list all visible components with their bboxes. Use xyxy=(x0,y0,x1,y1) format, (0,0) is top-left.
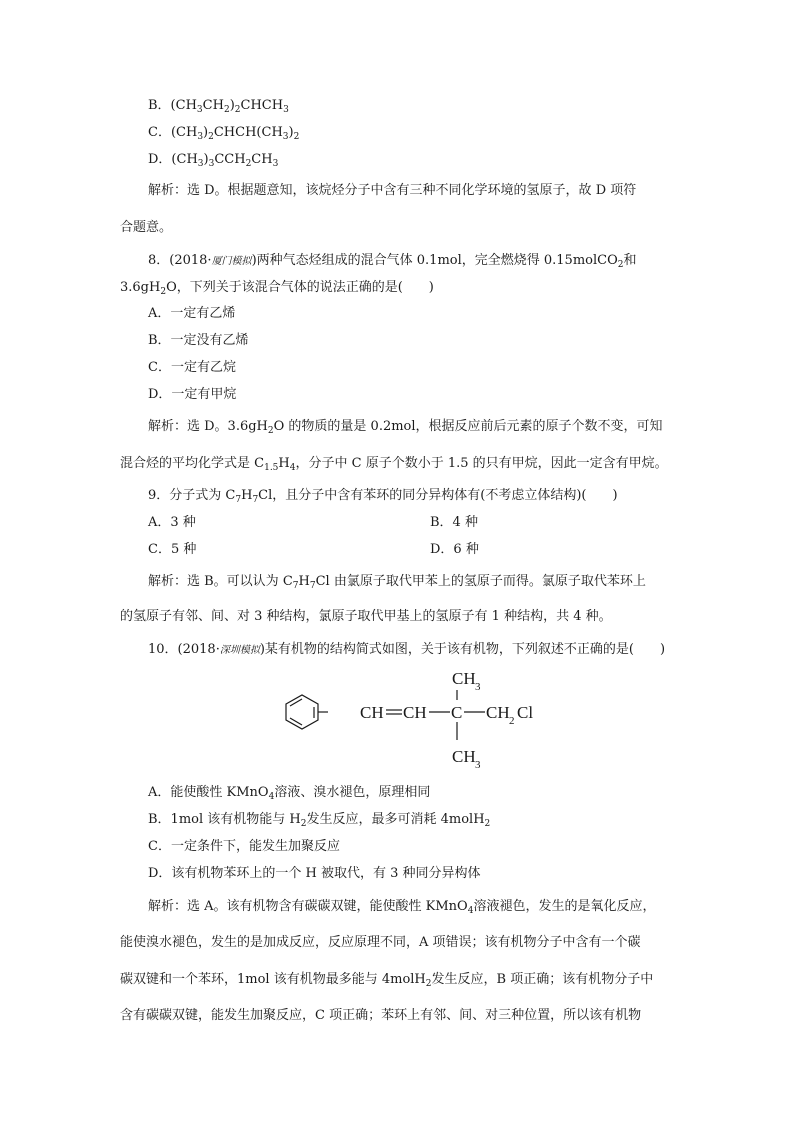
ch-after-double: CH xyxy=(403,703,427,722)
benzene-ring xyxy=(286,695,318,729)
q7-option-d: D．$(CH_3)_3CCH_2CH_3$ xyxy=(148,152,279,169)
q10-option-c: C．一定条件下，能发生加聚反应 xyxy=(148,839,340,854)
structural-formula xyxy=(270,662,560,777)
top-methyl-sub: 3 xyxy=(475,681,481,693)
q7-analysis-line-1: 解析：选 D。根据题意知，该烷烃分子中含有三种不同化学环境的氢原子，故 D 项符 xyxy=(148,183,637,198)
bottom-methyl: CH xyxy=(452,747,476,766)
q7-analysis-line-2: 合题意。 xyxy=(120,220,173,235)
q10-source: 深圳模拟 xyxy=(219,645,260,656)
q10-analysis-line-1: 解析：选 A。该有机物含有碳碳双键，能使酸性 KMnO$_4$溶液褪色，发生的是氧化反应， xyxy=(148,899,656,916)
q10-stem: 10．(2018·深圳模拟)某有机物的结构简式如图，关于该有机物，下列叙述不正确的是( ) xyxy=(148,642,666,657)
q10-option-d: D．该有机物苯环上的一个 H 被取代，有 3 种同分异构体 xyxy=(148,866,481,881)
q9-option-d: D．6 种 xyxy=(430,542,479,557)
double-bond xyxy=(386,710,402,714)
q8-analysis-line-2: 混合烃的平均化学式是 $C_{1.5}H_4$，分子中 C 原子个数小于 1.5 的只有甲烷，因此一定含有甲烷。 xyxy=(120,456,668,473)
q10-analysis-line-3: 碳双键和一个苯环，1mol 该有机物最多能与 4molH$_2$发生反应，B 项正确；该有机物分子中 xyxy=(120,972,654,989)
q7-option-b: B．$(CH_3CH_2)_2CHCH_3$ xyxy=(148,98,289,115)
cl-label: Cl xyxy=(517,703,534,722)
q8-option-b: B．一定没有乙烯 xyxy=(148,333,249,348)
q9-option-c: C．5 种 xyxy=(148,542,197,557)
q7-option-c: C．$(CH_3)_2CHCH(CH_3)_2$ xyxy=(148,125,300,142)
quaternary-c: C xyxy=(451,703,463,722)
q8-analysis-line-1: 解析：选 D。$3.6gH_2O$ 的物质的量是 0.2mol，根据反应前后元素的原子个数不变，可知 xyxy=(148,419,663,436)
q8-option-c: C．一定有乙烷 xyxy=(148,360,236,375)
bottom-methyl-sub: 3 xyxy=(475,759,481,771)
ch2-sub: 2 xyxy=(509,715,515,727)
ch2-label: CH xyxy=(486,703,510,722)
q8-option-d: D．一定有甲烷 xyxy=(148,387,237,402)
top-methyl: CH xyxy=(452,669,476,688)
q9-option-a: A．3 种 xyxy=(148,515,196,530)
q9-stem: 9．分子式为 $C_7H_7Cl$，且分子中含有苯环的同分异构体有(不考虑立体结构)( ) xyxy=(148,488,618,505)
q8-option-a: A．一定有乙烯 xyxy=(148,306,236,321)
q9-option-b: B．4 种 xyxy=(430,515,478,530)
q8-stem-line-1: 8．(2018·厦门模拟)两种气态烃组成的混合气体 0.1mol，完全燃烧得 0.15molCO$_2$和 xyxy=(148,253,637,270)
q9-analysis-line-1: 解析：选 B。可以认为 $C_7H_7Cl$ 由氯原子取代甲苯上的氢原子而得。氯原子取代苯环上 xyxy=(148,574,646,591)
q10-option-a: A．能使酸性 KMnO$_4$溶液、溴水褪色，原理相同 xyxy=(148,785,431,802)
q10-analysis-line-4: 含有碳碳双键，能发生加聚反应，C 项正确；苯环上有邻、间、对三种位置，所以该有机物 xyxy=(120,1008,642,1023)
q10-option-b: B．1mol 该有机物能与 $H_2$发生反应，最多可消耗 4molH$_2$ xyxy=(148,812,491,829)
q10-analysis-line-2: 能使溴水褪色，发生的是加成反应，反应原理不同，A 项错误；该有机物分子中含有一个碳 xyxy=(120,935,641,950)
q8-source: 厦门模拟 xyxy=(211,256,252,267)
q9-analysis-line-2: 的氢原子有邻、间、对 3 种结构，氯原子取代甲基上的氢原子有 1 种结构，共 4 种。 xyxy=(120,609,612,624)
q8-stem-line-2: $3.6gH_2O$，下列关于该混合气体的说法正确的是( ) xyxy=(120,280,434,297)
main-chain: CH xyxy=(360,703,384,722)
